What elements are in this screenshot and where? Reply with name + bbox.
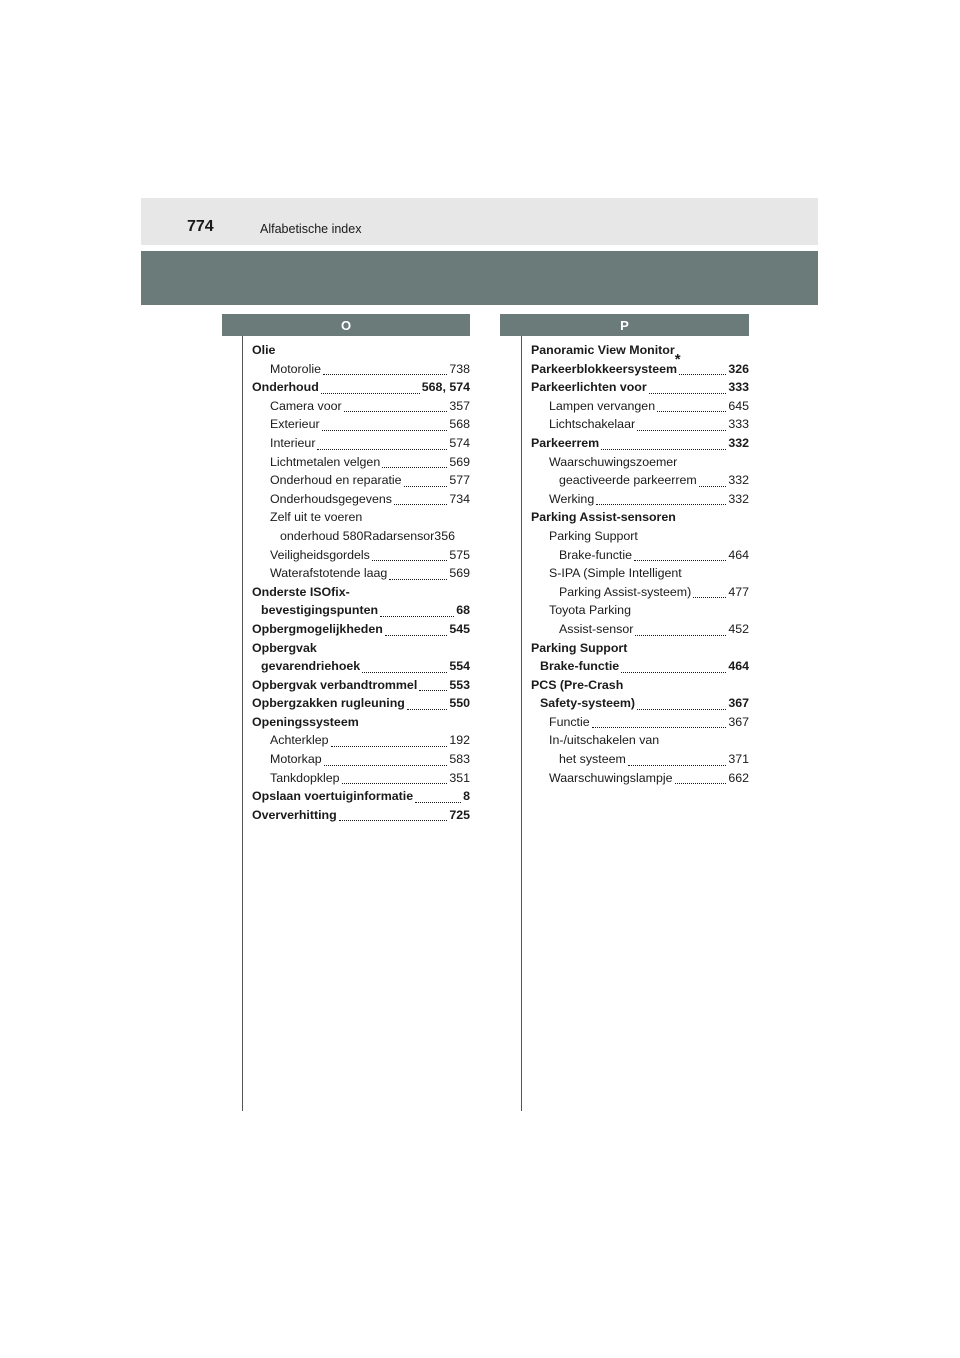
page-ref: 68 [456,603,470,618]
index-entry[interactable]: geactiveerde parkeerrem 332 [531,471,749,490]
page-ref: 452 [728,621,749,636]
page-ref: 569 [449,454,470,469]
page-ref: 332 [728,473,749,488]
index-entry: Parking Support [531,640,628,655]
page-ref: 550 [449,696,470,711]
index-entry: Toyota Parking [549,603,631,618]
page-ref: 332 [728,435,749,450]
index-entry[interactable]: Camera voor 357 [252,397,470,416]
index-entry[interactable]: bevestigingspunten 68 [252,601,470,620]
index-entry[interactable]: Parkeerrem 332 [531,434,749,453]
index-entry[interactable]: Onderhoud en reparatie 577 [252,471,470,490]
page-ref: 8 [463,789,470,804]
index-entry[interactable]: Werking 332 [531,490,749,509]
index-entry[interactable]: Motorolie 738 [252,360,470,379]
index-entry[interactable]: Exterieur 568 [252,415,470,434]
index-entry[interactable]: Waarschuwingslampje 662 [531,769,749,788]
page-ref: 367 [728,714,749,729]
page-ref: 575 [449,547,470,562]
index-entry[interactable]: Brake-functie 464 [531,657,749,676]
page-ref: 477 [728,584,749,599]
index-entry: Panoramic View Monitor * [531,343,681,368]
index-entry: In-/uitschakelen van [549,733,660,748]
index-entry[interactable]: Tankdopklep 351 [252,769,470,788]
page-ref: 464 [728,547,749,562]
index-entry[interactable]: Safety-systeem) 367 [531,694,749,713]
page-ref: 583 [449,752,470,767]
index-entry: Olie [252,343,276,357]
index-entry[interactable]: Parkeerlichten voor 333 [531,378,749,397]
index-column-o [252,341,470,824]
index-entry: Onderste ISOfix- [252,584,350,599]
index-entry[interactable]: het systeem 371 [531,750,749,769]
page-ref: 662 [728,770,749,785]
page-ref: 351 [449,770,470,785]
index-entry[interactable]: Motorkap 583 [252,750,470,769]
index-entry[interactable]: Onderhoudsgegevens 734 [252,490,470,509]
page-ref: 357 [449,398,470,413]
index-entry[interactable]: Lichtschakelaar 333 [531,415,749,434]
index-entry[interactable]: Interieur 574 [252,434,470,453]
index-entry: S-IPA (Simple Intelligent [549,566,682,581]
index-entry[interactable]: Opslaan voertuiginformatie 8 [252,787,470,806]
index-entry: Parking Assist-sensoren [531,510,676,525]
column-rule-right [521,336,522,1111]
page-ref: 568, 574 [421,380,470,395]
section-title: Alfabetische index [260,222,362,236]
index-entry[interactable]: Functie 367 [531,713,749,732]
index-entry[interactable]: Lichtmetalen velgen 569 [252,453,470,472]
page-ref: 545 [449,621,470,636]
page-ref: 333 [728,380,749,395]
letter-heading-p: P [500,314,749,336]
page-number: 774 [187,218,214,235]
page-ref: 553 [449,677,470,692]
page-ref: 577 [449,473,470,488]
index-entry[interactable]: Assist-sensor 452 [531,620,749,639]
page-ref: 645 [728,398,749,413]
page-ref: 569 [449,566,470,581]
index-entry[interactable]: Achterklep 192 [252,731,470,750]
index-entry[interactable]: Parkeerblokkeersysteem 326 [531,360,749,379]
page-ref: 192 [449,733,470,748]
page-ref: 333 [728,417,749,432]
page-ref: 326 [728,361,749,376]
page-ref: 464 [728,659,749,674]
letter-heading-o: O [222,314,470,336]
index-entry: Waarschuwingszoemer [549,454,678,469]
page-ref: 738 [449,361,470,376]
page-ref: 332 [728,491,749,506]
index-entry[interactable]: Opbergzakken rugleuning 550 [252,694,470,713]
page-ref: 371 [728,752,749,767]
index-entry: Opbergvak [252,640,317,655]
index-entry: PCS (Pre-Crash [531,677,624,692]
index-entry[interactable]: gevarendriehoek 554 [252,657,470,676]
header-band [141,198,818,245]
page-ref: 574 [449,435,470,450]
column-rule-left [242,336,243,1111]
header-dark-band [141,251,818,305]
index-entry[interactable]: Onderhoud 568, 574 [252,378,470,397]
index-column-p [531,341,749,787]
page-ref: 725 [449,807,470,822]
index-entry[interactable]: Opbergmogelijkheden 545 [252,620,470,639]
page-ref: 734 [449,491,470,506]
index-entry: Openingssysteem [252,714,359,729]
index-entry[interactable]: onderhoud 580Radarsensor356 [280,528,455,543]
page-ref: 554 [449,659,470,674]
index-entry[interactable]: Oververhitting 725 [252,806,470,825]
index-entry: Zelf uit te voeren [270,510,363,525]
index-entry[interactable]: Parking Assist-systeem) 477 [531,583,749,602]
index-entry[interactable]: Opbergvak verbandtrommel 553 [252,676,470,695]
index-entry[interactable]: Waterafstotende laag 569 [252,564,470,583]
index-entry[interactable]: Veiligheidsgordels 575 [252,546,470,565]
page-ref: 568 [449,417,470,432]
index-entry: Parking Support [549,528,638,543]
index-entry[interactable]: Lampen vervangen 645 [531,397,749,416]
index-entry[interactable]: Brake-functie 464 [531,546,749,565]
page-ref: 367 [728,696,749,711]
